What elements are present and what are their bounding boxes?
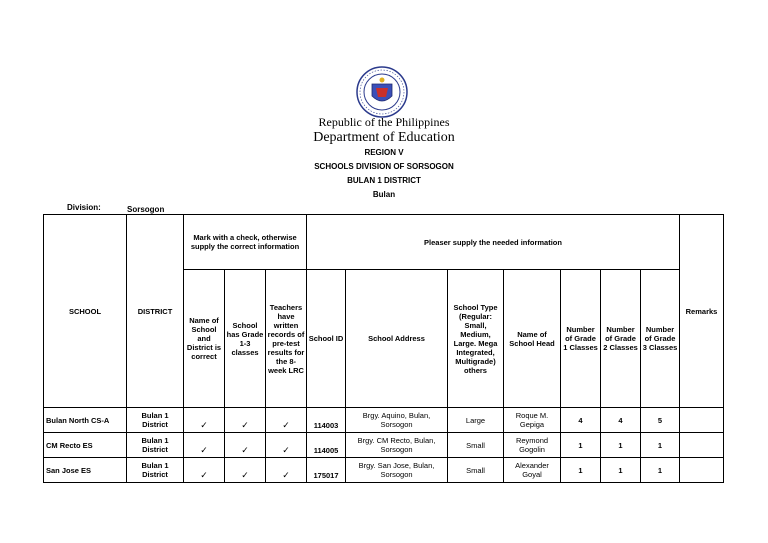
cell-remarks	[680, 408, 724, 433]
cell-remarks	[680, 458, 724, 483]
cell-g1: 1	[561, 433, 601, 458]
group-header-check: Mark with a check, otherwise supply the correct information	[184, 215, 307, 270]
division-label: Division:	[67, 203, 101, 212]
cell-school-id: 175017	[307, 458, 346, 483]
col-header-g3: Number of Grade 3 Classes	[641, 270, 680, 408]
cell-address: Brgy. Aquino, Bulan, Sorsogon	[346, 408, 448, 433]
col-header-grade13: School has Grade 1-3 classes	[225, 270, 266, 408]
check-mark-icon: ✓	[225, 433, 266, 458]
cell-head: Alexander Goyal	[504, 458, 561, 483]
cell-type: Small	[448, 458, 504, 483]
table-row	[44, 433, 724, 458]
cell-address: Brgy. San Jose, Bulan, Sorsogon	[346, 458, 448, 483]
col-header-school: SCHOOL	[44, 215, 127, 408]
cell-school-id: 114003	[307, 408, 346, 433]
col-header-remarks: Remarks	[680, 215, 724, 408]
check-mark-icon: ✓	[266, 458, 307, 483]
table-row	[44, 408, 724, 433]
cell-district: Bulan 1 District	[127, 433, 184, 458]
cell-g2: 1	[601, 433, 641, 458]
cell-type: Large	[448, 408, 504, 433]
cell-head: Reymond Gogolin	[504, 433, 561, 458]
cell-school: San Jose ES	[44, 458, 127, 483]
division-title: SCHOOLS DIVISION OF SORSOGON	[314, 162, 454, 171]
cell-school: Bulan North CS-A	[44, 408, 127, 433]
col-header-address: School Address	[346, 270, 448, 408]
group-header-supply: Pleaser supply the needed information	[307, 215, 680, 270]
col-header-records: Teachers have written records of pre-test results for the 8-week LRC	[266, 270, 307, 408]
cell-g2: 4	[601, 408, 641, 433]
cell-g1: 4	[561, 408, 601, 433]
col-header-head: Name of School Head	[504, 270, 561, 408]
check-mark-icon: ✓	[225, 408, 266, 433]
division-value: Sorsogon	[127, 205, 165, 214]
col-header-g1: Number of Grade 1 Classes	[561, 270, 601, 408]
cell-remarks	[680, 433, 724, 458]
cell-school-id: 114005	[307, 433, 346, 458]
check-mark-icon: ✓	[184, 408, 225, 433]
republic-title: Republic of the Philippines	[318, 115, 450, 129]
check-mark-icon: ✓	[225, 458, 266, 483]
cell-g3: 5	[641, 408, 680, 433]
cell-school: CM Recto ES	[44, 433, 127, 458]
check-mark-icon: ✓	[266, 408, 307, 433]
region-label: REGION V	[364, 148, 404, 157]
col-header-school-id: School ID	[307, 270, 346, 408]
check-mark-icon: ✓	[266, 433, 307, 458]
deped-seal-logo	[356, 66, 408, 118]
cell-district: Bulan 1 District	[127, 408, 184, 433]
municipality-title: Bulan	[372, 190, 396, 199]
cell-g3: 1	[641, 458, 680, 483]
cell-district: Bulan 1 District	[127, 458, 184, 483]
cell-type: Small	[448, 433, 504, 458]
col-header-type: School Type (Regular: Small, Medium, Large. Mega Integrated, Multigrade) others	[448, 270, 504, 408]
cell-g1: 1	[561, 458, 601, 483]
school-info-table	[43, 214, 724, 483]
col-header-g2: Number of Grade 2 Classes	[601, 270, 641, 408]
cell-address: Brgy. CM Recto, Bulan, Sorsogon	[346, 433, 448, 458]
col-header-name-correct: Name of School and District is correct	[184, 270, 225, 408]
cell-g3: 1	[641, 433, 680, 458]
check-mark-icon: ✓	[184, 458, 225, 483]
district-title: BULAN 1 DISTRICT	[347, 176, 421, 185]
department-title: Department of Education	[313, 130, 455, 145]
cell-g2: 1	[601, 458, 641, 483]
check-mark-icon: ✓	[184, 433, 225, 458]
col-header-district: DISTRICT	[127, 215, 184, 408]
table-row	[44, 458, 724, 483]
cell-head: Roque M. Gepiga	[504, 408, 561, 433]
